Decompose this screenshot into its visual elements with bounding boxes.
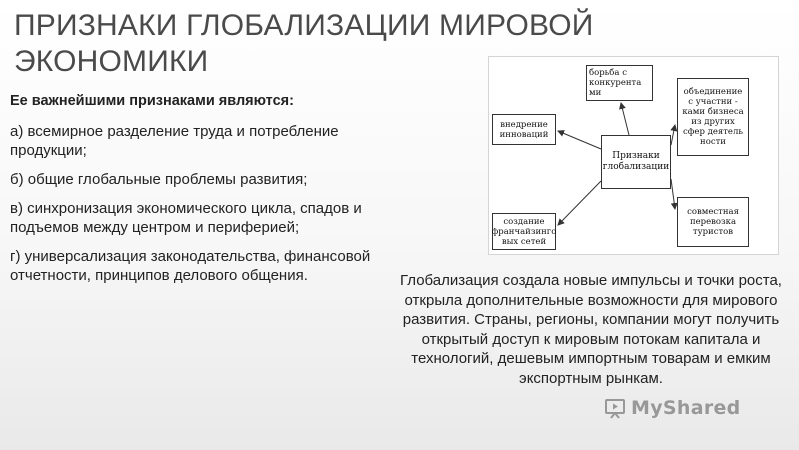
feature-item-d: г) универсализация законодательства, финансовой отчетности, принципов делового общения. <box>10 248 371 284</box>
arrow-to-bottom-right <box>671 179 675 209</box>
diagram-center-box <box>601 135 671 189</box>
slide-title: ПРИЗНАКИ ГЛОБАЛИЗАЦИИ МИРОВОЙ ЭКОНОМИКИ <box>14 9 594 78</box>
diagram-box-business-union <box>677 78 749 156</box>
feature-item-b: б) общие глобальные проблемы развития; <box>10 171 308 188</box>
arrow-to-top <box>621 103 629 135</box>
watermark-text: MyShared <box>631 397 741 419</box>
arrow-to-top-right <box>671 125 675 145</box>
globalization-features-diagram <box>488 56 779 255</box>
diagram-label-business-union: объединение с участни - ками бизнеса из других сфер деятель ности <box>682 87 744 147</box>
feature-item-c: в) синхронизация экономического цикла, спадов и подъемов между центром и периферией; <box>10 200 362 236</box>
diagram-box-innovation <box>492 114 556 145</box>
arrow-to-bottom-left <box>558 181 601 225</box>
watermark <box>604 393 774 423</box>
diagram-box-franchising <box>492 213 556 250</box>
diagram-label-innovation: внедрение инноваций <box>499 119 549 140</box>
diagram-label-tourism: совместная перевозка туристов <box>687 207 739 237</box>
presentation-play-icon <box>604 397 626 419</box>
diagram-label-franchising: создание франчайзинго вых сетей <box>491 216 557 247</box>
feature-item-a: а) всемирное разделение труда и потребление продукции; <box>10 123 339 159</box>
diagram-center-label: Признаки глобализации <box>602 151 670 172</box>
diagram-label-competition: борьба с конкурента ми <box>589 68 642 98</box>
arrow-to-left <box>558 131 601 149</box>
features-list <box>10 92 385 295</box>
diagram-box-tourism <box>677 197 749 247</box>
diagram-box-competition <box>586 65 653 101</box>
features-intro: Ее важнейшими признаками являются: <box>10 93 294 109</box>
globalization-summary: Глобализация создала новые импульсы и точки роста, открыла дополнительные возможности для мирового развития. Страны, регионы, компании могут получить открытый доступ к мировым потокам капитала и технологий, дешевым импортным товарам и емким экспортным рынкам. <box>400 272 782 387</box>
